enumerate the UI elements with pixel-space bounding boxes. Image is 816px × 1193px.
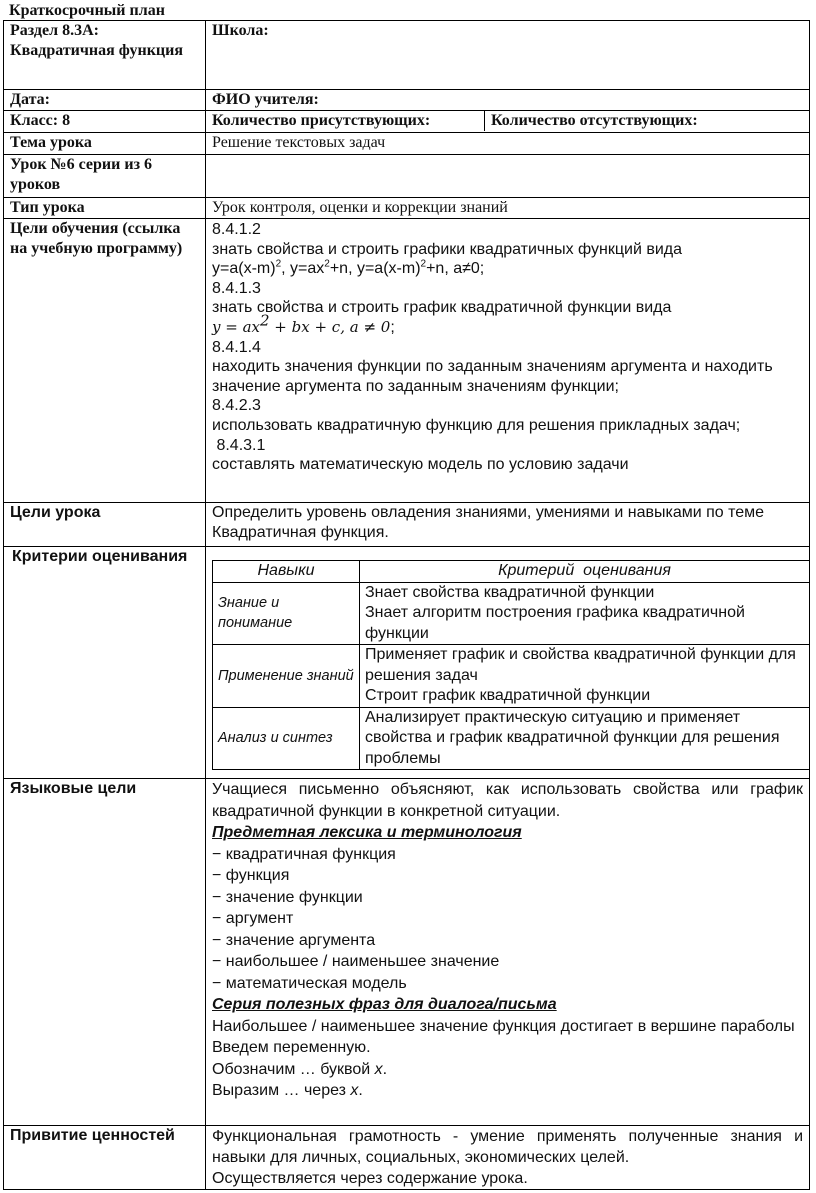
topic-label: Тема урока <box>4 133 206 155</box>
criteria-skill: Применение знаний <box>213 645 360 708</box>
criteria-table <box>212 560 810 770</box>
school-label: Школа: <box>206 21 810 90</box>
row-criteria <box>4 547 810 779</box>
language-goals-intro: Учащиеся письменно объясняют, как использовать свойства или график квадратичной функции в конкретной ситуации. <box>212 781 803 820</box>
objective-formula-1: $y=a(x-m)^2$, $y=ax^2+n$, $y=a(x-m)^2+n$, a≠0; <box>212 258 485 278</box>
section-label: Раздел 8.3А: Квадратичная функция <box>4 21 206 90</box>
criteria-header-skill: Навыки <box>213 561 360 583</box>
row-lesson-number <box>4 155 810 198</box>
row-lesson-type <box>4 198 810 219</box>
vocab-heading: Предметная лексика и терминология <box>212 824 522 841</box>
vocab-item: − квадратичная функция <box>212 844 803 866</box>
objective-code: 8.4.1.3 <box>212 279 261 297</box>
vocab-item: − аргумент <box>212 908 803 930</box>
phrase: Наибольшее / наименьшее значение функция достигает в вершине параболы <box>212 1017 795 1035</box>
row-date <box>4 90 810 111</box>
language-goals-label: Языковые цели <box>4 779 206 1126</box>
objective-text: находить значения функции по заданным значениям аргумента и находить значение аргумента по заданным значениям функции; <box>212 358 773 395</box>
values-label: Привитие ценностей <box>4 1126 206 1190</box>
row-section <box>4 21 810 90</box>
criteria-description: Анализирует практическую ситуацию и применяет свойства и график квадратичной функции для решения проблемы <box>360 707 810 770</box>
lesson-number-label: Урок №6 серии из 6 уроков <box>4 155 206 198</box>
vocab-item: − наибольшее / наименьшее значение <box>212 951 803 973</box>
lesson-plan-table <box>3 20 810 1190</box>
absent-count-label: Количество отсутствующих: <box>491 112 698 129</box>
phrases-heading: Серия полезных фраз для диалога/письма <box>212 996 557 1013</box>
criteria-header-row <box>213 561 810 583</box>
criteria-row <box>213 582 810 645</box>
objectives-label: Цели обучения (ссылка на учебную программу) <box>4 219 206 503</box>
lesson-type-label: Тип урока <box>4 198 206 219</box>
criteria-skill: Анализ и синтез <box>213 707 360 770</box>
teacher-label: ФИО учителя: <box>206 90 810 111</box>
objective-code: 8.4.1.2 <box>212 221 261 238</box>
lesson-goals-label: Цели урока <box>4 503 206 547</box>
phrase: Введем переменную. <box>212 1039 371 1056</box>
vocab-item: − математическая модель <box>212 973 803 995</box>
lesson-goals-value: Определить уровень овладения знаниями, умениями и навыками по теме Квадратичная функция. <box>206 503 810 547</box>
criteria-row <box>213 645 810 708</box>
criteria-label: Критерии оценивания <box>4 547 206 779</box>
criteria-description: Применяет график и свойства квадратичной функции для решения задач Строит график квадратичной функции <box>360 645 810 708</box>
class-label: Класс: 8 <box>4 111 206 133</box>
values-content <box>206 1126 810 1190</box>
lesson-type-value: Урок контроля, оценки и коррекции знаний <box>206 198 810 219</box>
criteria-description: Знает свойства квадратичной функции Знает алгоритм построения графика квадратичной функции <box>360 582 810 645</box>
objective-formula-2: $y = ax^2$ + bx + c, a ≠ 0; <box>212 311 395 336</box>
objective-text: использовать квадратичную функцию для решения прикладных задач; <box>212 416 741 434</box>
row-topic <box>4 133 810 155</box>
values-text: Осуществляется через содержание урока. <box>212 1170 528 1187</box>
topic-value: Решение текстовых задач <box>206 133 810 155</box>
objective-code: 8.4.2.3 <box>212 397 261 415</box>
criteria-row <box>213 707 810 770</box>
phrase: Обозначим … буквой x. <box>212 1060 388 1078</box>
row-lesson-goals <box>4 503 810 547</box>
objective-text: знать свойства и строить графики квадратичных функций вида <box>212 240 683 258</box>
objective-code: 8.4.1.4 <box>212 338 261 356</box>
row-objectives <box>4 219 810 503</box>
page-title: Краткосрочный план <box>9 2 165 19</box>
row-language-goals <box>4 779 810 1126</box>
present-count-label: Количество присутствующих: <box>206 111 485 131</box>
objective-text: составлять математическую модель по условию задачи <box>212 456 629 474</box>
values-text: Функциональная грамотность - умение применять полученные знания и навыки для личных, социальных, экономических целей. <box>212 1128 803 1166</box>
lesson-number-value <box>206 155 810 198</box>
vocab-item: − значение функции <box>212 887 803 909</box>
row-values <box>4 1126 810 1190</box>
objective-text: знать свойства и строить график квадратичной функции вида <box>212 299 672 317</box>
vocab-item: − функция <box>212 865 803 887</box>
objective-code: 8.4.3.1 <box>212 436 266 454</box>
language-goals-content <box>206 779 810 1126</box>
criteria-skill: Знание и понимание <box>213 582 360 645</box>
objectives-content <box>206 219 810 503</box>
date-label: Дата: <box>4 90 206 111</box>
phrase: Выразим … через x. <box>212 1082 363 1099</box>
criteria-header-criterion: Критерий оценивания <box>360 561 810 583</box>
vocab-item: − значение аргумента <box>212 930 803 952</box>
row-class <box>4 111 810 133</box>
